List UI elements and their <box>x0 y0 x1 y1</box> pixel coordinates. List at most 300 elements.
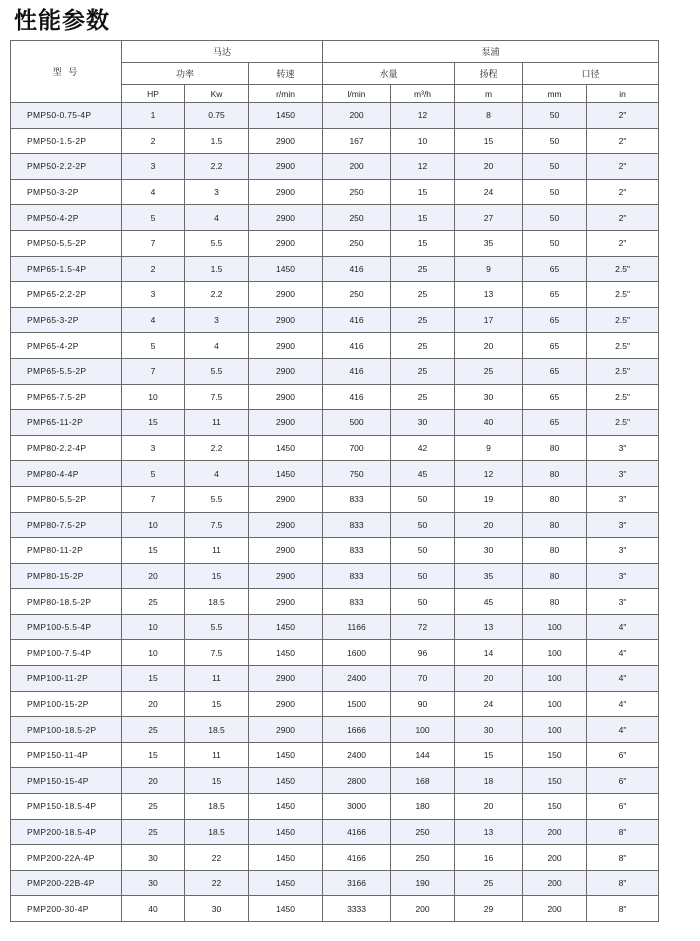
flow-m3h-cell: 180 <box>391 794 455 820</box>
flow-m3h-cell: 12 <box>391 154 455 180</box>
unit-rpm: r/min <box>249 85 323 103</box>
hp-cell: 10 <box>122 384 185 410</box>
speed-cell: 1450 <box>249 845 323 871</box>
kw-cell: 18.5 <box>185 794 249 820</box>
head-cell: 9 <box>455 256 523 282</box>
table-row <box>11 870 659 896</box>
flow-lmin-cell: 2400 <box>323 742 391 768</box>
kw-cell: 18.5 <box>185 589 249 615</box>
bore-in-cell: 2" <box>587 103 659 129</box>
head-cell: 12 <box>455 461 523 487</box>
hp-cell: 15 <box>122 666 185 692</box>
kw-cell: 22 <box>185 870 249 896</box>
model-cell: PMP65-5.5-2P <box>11 358 122 384</box>
model-cell: PMP80-15-2P <box>11 563 122 589</box>
model-cell: PMP80-4-4P <box>11 461 122 487</box>
kw-cell: 1.5 <box>185 128 249 154</box>
speed-cell: 1450 <box>249 768 323 794</box>
speed-cell: 2900 <box>249 666 323 692</box>
head-cell: 30 <box>455 384 523 410</box>
kw-cell: 5.5 <box>185 230 249 256</box>
bore-mm-cell: 65 <box>523 282 587 308</box>
speed-cell: 2900 <box>249 307 323 333</box>
flow-lmin-cell: 833 <box>323 563 391 589</box>
flow-m3h-cell: 15 <box>391 179 455 205</box>
speed-cell: 2900 <box>249 205 323 231</box>
bore-mm-cell: 50 <box>523 205 587 231</box>
model-cell: PMP50-1.5-2P <box>11 128 122 154</box>
bore-in-cell: 3" <box>587 486 659 512</box>
kw-cell: 4 <box>185 205 249 231</box>
bore-mm-cell: 200 <box>523 870 587 896</box>
table-row <box>11 691 659 717</box>
flow-m3h-cell: 50 <box>391 563 455 589</box>
table-row <box>11 640 659 666</box>
speed-cell: 2900 <box>249 384 323 410</box>
bore-mm-cell: 150 <box>523 742 587 768</box>
flow-lmin-cell: 1166 <box>323 614 391 640</box>
speed-cell: 1450 <box>249 794 323 820</box>
flow-m3h-cell: 30 <box>391 410 455 436</box>
flow-lmin-cell: 416 <box>323 307 391 333</box>
flow-m3h-cell: 25 <box>391 256 455 282</box>
table-row <box>11 768 659 794</box>
kw-cell: 15 <box>185 768 249 794</box>
speed-cell: 1450 <box>249 896 323 922</box>
flow-lmin-cell: 833 <box>323 512 391 538</box>
speed-cell: 1450 <box>249 435 323 461</box>
table-row <box>11 512 659 538</box>
head-cell: 19 <box>455 486 523 512</box>
bore-in-cell: 4" <box>587 717 659 743</box>
table-row <box>11 103 659 129</box>
bore-in-cell: 3" <box>587 461 659 487</box>
hp-cell: 5 <box>122 205 185 231</box>
hp-cell: 7 <box>122 486 185 512</box>
bore-mm-cell: 100 <box>523 640 587 666</box>
head-header: 扬程 <box>455 63 523 85</box>
table-header <box>11 41 659 103</box>
hp-cell: 7 <box>122 230 185 256</box>
table-row <box>11 307 659 333</box>
bore-in-cell: 6" <box>587 768 659 794</box>
flow-lmin-cell: 2400 <box>323 666 391 692</box>
model-cell: PMP65-1.5-4P <box>11 256 122 282</box>
page-title: 性能参数 <box>14 8 110 34</box>
table-row <box>11 435 659 461</box>
hp-cell: 15 <box>122 538 185 564</box>
head-cell: 13 <box>455 282 523 308</box>
hp-cell: 10 <box>122 640 185 666</box>
hp-cell: 2 <box>122 128 185 154</box>
flow-m3h-cell: 45 <box>391 461 455 487</box>
speed-cell: 1450 <box>249 103 323 129</box>
flow-lmin-cell: 3166 <box>323 870 391 896</box>
kw-cell: 5.5 <box>185 358 249 384</box>
kw-cell: 11 <box>185 410 249 436</box>
speed-cell: 1450 <box>249 742 323 768</box>
bore-mm-cell: 100 <box>523 666 587 692</box>
flow-lmin-cell: 750 <box>323 461 391 487</box>
kw-cell: 2.2 <box>185 282 249 308</box>
hp-cell: 20 <box>122 691 185 717</box>
bore-mm-cell: 80 <box>523 589 587 615</box>
pump-group-header: 泵浦 <box>323 41 659 63</box>
flow-lmin-cell: 2800 <box>323 768 391 794</box>
bore-mm-cell: 65 <box>523 410 587 436</box>
table-row <box>11 282 659 308</box>
flow-m3h-cell: 10 <box>391 128 455 154</box>
head-cell: 9 <box>455 435 523 461</box>
model-cell: PMP50-0.75-4P <box>11 103 122 129</box>
head-cell: 35 <box>455 230 523 256</box>
model-cell: PMP50-2.2-2P <box>11 154 122 180</box>
speed-cell: 1450 <box>249 614 323 640</box>
bore-in-cell: 8" <box>587 870 659 896</box>
bore-mm-cell: 50 <box>523 103 587 129</box>
flow-lmin-cell: 416 <box>323 256 391 282</box>
hp-cell: 25 <box>122 717 185 743</box>
hp-cell: 20 <box>122 768 185 794</box>
bore-in-cell: 8" <box>587 896 659 922</box>
bore-in-cell: 2.5" <box>587 410 659 436</box>
flow-m3h-cell: 96 <box>391 640 455 666</box>
bore-mm-cell: 150 <box>523 768 587 794</box>
flow-m3h-cell: 168 <box>391 768 455 794</box>
bore-in-cell: 2" <box>587 205 659 231</box>
bore-mm-cell: 100 <box>523 691 587 717</box>
speed-cell: 2900 <box>249 282 323 308</box>
table-row <box>11 256 659 282</box>
bore-in-cell: 2.5" <box>587 333 659 359</box>
table-row <box>11 563 659 589</box>
bore-in-cell: 3" <box>587 563 659 589</box>
speed-cell: 1450 <box>249 819 323 845</box>
flow-lmin-cell: 833 <box>323 589 391 615</box>
bore-mm-cell: 80 <box>523 461 587 487</box>
kw-cell: 11 <box>185 666 249 692</box>
flow-m3h-cell: 25 <box>391 333 455 359</box>
bore-in-cell: 2" <box>587 179 659 205</box>
kw-cell: 18.5 <box>185 819 249 845</box>
table-row <box>11 589 659 615</box>
head-cell: 15 <box>455 128 523 154</box>
kw-cell: 18.5 <box>185 717 249 743</box>
kw-cell: 30 <box>185 896 249 922</box>
speed-cell: 2900 <box>249 128 323 154</box>
model-cell: PMP65-11-2P <box>11 410 122 436</box>
hp-cell: 25 <box>122 589 185 615</box>
bore-in-cell: 2" <box>587 128 659 154</box>
hp-cell: 7 <box>122 358 185 384</box>
speed-cell: 2900 <box>249 512 323 538</box>
head-cell: 35 <box>455 563 523 589</box>
flow-m3h-cell: 25 <box>391 358 455 384</box>
flow-lmin-cell: 416 <box>323 384 391 410</box>
model-cell: PMP80-7.5-2P <box>11 512 122 538</box>
table-row <box>11 717 659 743</box>
table-row <box>11 614 659 640</box>
hp-cell: 5 <box>122 461 185 487</box>
speed-cell: 2900 <box>249 333 323 359</box>
bore-in-cell: 3" <box>587 589 659 615</box>
bore-in-cell: 4" <box>587 640 659 666</box>
bore-mm-cell: 100 <box>523 717 587 743</box>
bore-mm-cell: 65 <box>523 358 587 384</box>
bore-in-cell: 2" <box>587 230 659 256</box>
speed-cell: 2900 <box>249 563 323 589</box>
bore-in-cell: 2" <box>587 154 659 180</box>
speed-cell: 1450 <box>249 461 323 487</box>
flow-m3h-cell: 90 <box>391 691 455 717</box>
bore-in-cell: 2.5" <box>587 282 659 308</box>
flow-m3h-cell: 50 <box>391 486 455 512</box>
bore-in-cell: 6" <box>587 742 659 768</box>
kw-cell: 5.5 <box>185 614 249 640</box>
speed-cell: 2900 <box>249 486 323 512</box>
head-cell: 45 <box>455 589 523 615</box>
bore-in-cell: 2.5" <box>587 358 659 384</box>
table-row <box>11 794 659 820</box>
speed-cell: 1450 <box>249 870 323 896</box>
table-row <box>11 486 659 512</box>
flow-m3h-cell: 15 <box>391 230 455 256</box>
flow-lmin-cell: 833 <box>323 486 391 512</box>
hp-cell: 4 <box>122 179 185 205</box>
kw-cell: 3 <box>185 307 249 333</box>
head-cell: 13 <box>455 819 523 845</box>
hp-cell: 20 <box>122 563 185 589</box>
bore-in-cell: 3" <box>587 512 659 538</box>
speed-cell: 2900 <box>249 589 323 615</box>
flow-m3h-cell: 12 <box>391 103 455 129</box>
flow-lmin-cell: 416 <box>323 358 391 384</box>
table-row <box>11 128 659 154</box>
bore-mm-cell: 80 <box>523 486 587 512</box>
flow-lmin-cell: 200 <box>323 154 391 180</box>
speed-cell: 1450 <box>249 640 323 666</box>
speed-cell: 2900 <box>249 717 323 743</box>
kw-cell: 2.2 <box>185 154 249 180</box>
flow-m3h-cell: 50 <box>391 538 455 564</box>
bore-in-cell: 3" <box>587 435 659 461</box>
model-cell: PMP50-4-2P <box>11 205 122 231</box>
hp-cell: 15 <box>122 742 185 768</box>
hp-cell: 40 <box>122 896 185 922</box>
bore-mm-cell: 65 <box>523 307 587 333</box>
hp-cell: 3 <box>122 435 185 461</box>
unit-kw: Kw <box>185 85 249 103</box>
table-row <box>11 666 659 692</box>
table-row <box>11 333 659 359</box>
flow-m3h-cell: 190 <box>391 870 455 896</box>
kw-cell: 7.5 <box>185 512 249 538</box>
performance-table <box>10 40 659 922</box>
hp-cell: 4 <box>122 307 185 333</box>
head-cell: 24 <box>455 691 523 717</box>
model-cell: PMP65-2.2-2P <box>11 282 122 308</box>
bore-mm-cell: 80 <box>523 512 587 538</box>
model-cell: PMP200-18.5-4P <box>11 819 122 845</box>
flow-m3h-cell: 70 <box>391 666 455 692</box>
model-cell: PMP65-7.5-2P <box>11 384 122 410</box>
flow-m3h-cell: 200 <box>391 896 455 922</box>
bore-mm-cell: 200 <box>523 896 587 922</box>
model-cell: PMP65-3-2P <box>11 307 122 333</box>
kw-cell: 15 <box>185 691 249 717</box>
table-row <box>11 538 659 564</box>
head-cell: 18 <box>455 768 523 794</box>
head-cell: 25 <box>455 358 523 384</box>
table-row <box>11 410 659 436</box>
model-cell: PMP65-4-2P <box>11 333 122 359</box>
flow-lmin-cell: 250 <box>323 205 391 231</box>
bore-mm-cell: 200 <box>523 845 587 871</box>
speed-cell: 2900 <box>249 410 323 436</box>
hp-cell: 2 <box>122 256 185 282</box>
flow-lmin-cell: 4166 <box>323 845 391 871</box>
kw-cell: 7.5 <box>185 640 249 666</box>
kw-cell: 15 <box>185 563 249 589</box>
head-cell: 30 <box>455 538 523 564</box>
table-row <box>11 358 659 384</box>
flow-lmin-cell: 4166 <box>323 819 391 845</box>
bore-mm-cell: 65 <box>523 384 587 410</box>
flow-m3h-cell: 25 <box>391 282 455 308</box>
head-cell: 20 <box>455 154 523 180</box>
model-cell: PMP100-5.5-4P <box>11 614 122 640</box>
flow-lmin-cell: 416 <box>323 333 391 359</box>
model-cell: PMP150-18.5-4P <box>11 794 122 820</box>
hp-cell: 1 <box>122 103 185 129</box>
flow-lmin-cell: 700 <box>323 435 391 461</box>
speed-cell: 1450 <box>249 256 323 282</box>
hp-cell: 10 <box>122 614 185 640</box>
flow-m3h-cell: 25 <box>391 307 455 333</box>
table-row <box>11 205 659 231</box>
hp-cell: 30 <box>122 870 185 896</box>
table-row <box>11 896 659 922</box>
flow-m3h-cell: 250 <box>391 819 455 845</box>
hp-cell: 15 <box>122 410 185 436</box>
unit-m: m <box>455 85 523 103</box>
bore-in-cell: 6" <box>587 794 659 820</box>
flow-lmin-cell: 250 <box>323 179 391 205</box>
speed-cell: 2900 <box>249 154 323 180</box>
model-cell: PMP80-2.2-4P <box>11 435 122 461</box>
speed-header: 转速 <box>249 63 323 85</box>
bore-in-cell: 8" <box>587 819 659 845</box>
unit-hp: HP <box>122 85 185 103</box>
model-cell: PMP80-18.5-2P <box>11 589 122 615</box>
bore-mm-cell: 200 <box>523 819 587 845</box>
hp-cell: 5 <box>122 333 185 359</box>
flow-lmin-cell: 3333 <box>323 896 391 922</box>
kw-cell: 0.75 <box>185 103 249 129</box>
flow-lmin-cell: 250 <box>323 282 391 308</box>
flow-m3h-cell: 42 <box>391 435 455 461</box>
model-column-header: 型 号 <box>11 41 122 103</box>
head-cell: 20 <box>455 333 523 359</box>
motor-group-header: 马达 <box>122 41 323 63</box>
flow-m3h-cell: 15 <box>391 205 455 231</box>
bore-in-cell: 3" <box>587 538 659 564</box>
speed-cell: 2900 <box>249 691 323 717</box>
model-cell: PMP100-11-2P <box>11 666 122 692</box>
model-cell: PMP150-11-4P <box>11 742 122 768</box>
flow-lmin-cell: 1666 <box>323 717 391 743</box>
performance-table-container <box>10 40 658 922</box>
head-cell: 15 <box>455 742 523 768</box>
unit-mm: mm <box>523 85 587 103</box>
model-cell: PMP100-7.5-4P <box>11 640 122 666</box>
head-cell: 20 <box>455 794 523 820</box>
bore-mm-cell: 50 <box>523 154 587 180</box>
model-cell: PMP100-15-2P <box>11 691 122 717</box>
speed-cell: 2900 <box>249 179 323 205</box>
bore-mm-cell: 80 <box>523 563 587 589</box>
flow-m3h-cell: 50 <box>391 512 455 538</box>
hp-cell: 30 <box>122 845 185 871</box>
model-cell: PMP100-18.5-2P <box>11 717 122 743</box>
bore-mm-cell: 65 <box>523 333 587 359</box>
model-cell: PMP50-3-2P <box>11 179 122 205</box>
table-row <box>11 179 659 205</box>
bore-in-cell: 2.5" <box>587 307 659 333</box>
table-row <box>11 819 659 845</box>
hp-cell: 3 <box>122 282 185 308</box>
table-row <box>11 154 659 180</box>
bore-mm-cell: 150 <box>523 794 587 820</box>
table-row <box>11 384 659 410</box>
hp-cell: 10 <box>122 512 185 538</box>
head-cell: 20 <box>455 512 523 538</box>
bore-mm-cell: 80 <box>523 435 587 461</box>
table-row <box>11 742 659 768</box>
head-cell: 14 <box>455 640 523 666</box>
bore-in-cell: 8" <box>587 845 659 871</box>
kw-cell: 2.2 <box>185 435 249 461</box>
flow-m3h-cell: 144 <box>391 742 455 768</box>
flow-m3h-cell: 100 <box>391 717 455 743</box>
bore-in-cell: 4" <box>587 666 659 692</box>
table-body <box>11 103 659 922</box>
bore-mm-cell: 65 <box>523 256 587 282</box>
kw-cell: 5.5 <box>185 486 249 512</box>
model-cell: PMP50-5.5-2P <box>11 230 122 256</box>
flow-lmin-cell: 1600 <box>323 640 391 666</box>
unit-in: in <box>587 85 659 103</box>
table-row <box>11 845 659 871</box>
head-cell: 20 <box>455 666 523 692</box>
flow-lmin-cell: 833 <box>323 538 391 564</box>
flow-lmin-cell: 167 <box>323 128 391 154</box>
head-cell: 25 <box>455 870 523 896</box>
speed-cell: 2900 <box>249 538 323 564</box>
flow-lmin-cell: 3000 <box>323 794 391 820</box>
head-cell: 30 <box>455 717 523 743</box>
model-cell: PMP80-5.5-2P <box>11 486 122 512</box>
flow-m3h-cell: 50 <box>391 589 455 615</box>
model-cell: PMP150-15-4P <box>11 768 122 794</box>
unit-m3h: m³/h <box>391 85 455 103</box>
head-cell: 29 <box>455 896 523 922</box>
kw-cell: 11 <box>185 742 249 768</box>
bore-mm-cell: 50 <box>523 179 587 205</box>
table-row <box>11 461 659 487</box>
head-cell: 40 <box>455 410 523 436</box>
kw-cell: 22 <box>185 845 249 871</box>
